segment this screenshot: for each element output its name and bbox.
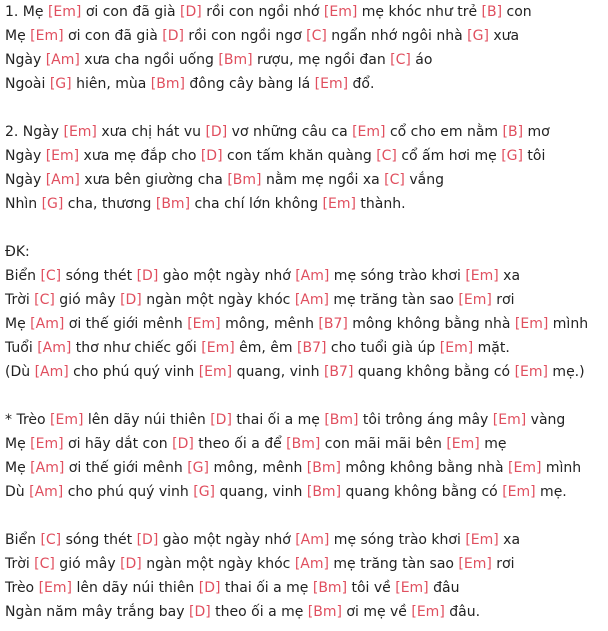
chord-label: [Em] (187, 316, 221, 332)
lyric-text: ơi thế giới mênh (64, 316, 188, 332)
lyric-text: xưa chị hát vu (96, 124, 206, 140)
chord-label: [Em] (458, 556, 492, 572)
lyric-text: xưa cha ngồi uống (79, 52, 219, 68)
lyric-text: gió mây (54, 292, 121, 308)
lyric-text: rơi (491, 292, 515, 308)
lyric-text: ĐK: (5, 244, 30, 260)
lyric-text: Mẹ (5, 460, 31, 476)
lyric-text: Dù (5, 484, 30, 500)
chord-label: [Bm] (306, 484, 342, 500)
lyric-text: mông, mênh (209, 460, 307, 476)
lyric-text: ơi mẹ về (341, 604, 412, 620)
chord-label: [Am] (37, 340, 72, 356)
chord-label: [Bm] (307, 604, 342, 620)
chord-label: [G] (187, 460, 209, 476)
chord-label: [Em] (47, 4, 82, 20)
lyric-text: xa (498, 268, 521, 284)
chord-label: [C] (40, 532, 62, 548)
lyric-text: tôi về (347, 580, 396, 596)
lyric-line (5, 144, 605, 168)
chord-label: [Am] (45, 52, 80, 68)
lyric-line (5, 576, 605, 600)
chord-label: [Em] (30, 436, 64, 452)
chord-label: [Am] (45, 172, 80, 188)
lyric-text: thành. (355, 196, 406, 212)
lyric-text: cho phú quý vinh (63, 484, 194, 500)
lyric-text: Biển (5, 268, 41, 284)
chord-label: [Em] (198, 364, 233, 380)
lyric-text: thai ối a mẹ (220, 580, 313, 596)
chord-label: [Em] (352, 124, 386, 140)
lyric-text: ơi con đã già (63, 28, 163, 44)
lyric-text: Ngày (5, 172, 46, 188)
chord-label: [Em] (465, 532, 499, 548)
blank-line (5, 96, 605, 120)
lyric-text: Ngoài (5, 76, 50, 92)
chord-label: [Em] (30, 28, 64, 44)
lyric-line (5, 552, 605, 576)
chord-label: [Em] (201, 340, 235, 356)
chord-label: [Em] (514, 316, 549, 332)
lyric-text: mẹ.) (547, 364, 585, 380)
lyric-text: mẹ trăng tàn sao (328, 556, 459, 572)
chord-label: [C] (376, 148, 397, 164)
blank-line (5, 504, 605, 528)
lyric-text: áo (410, 52, 433, 68)
chord-label: [D] (198, 580, 221, 596)
chord-label: [Bm] (286, 436, 321, 452)
chord-label: [B7] (297, 340, 327, 356)
chord-label: [Bm] (155, 196, 191, 212)
lyric-text: ngàn một ngày khóc (141, 292, 295, 308)
lyric-line (5, 360, 605, 384)
lyric-text: Biển (5, 532, 41, 548)
chord-label: [Em] (439, 340, 474, 356)
chord-label: [Bm] (312, 580, 348, 596)
chord-label: [Em] (411, 604, 445, 620)
chord-label: [C] (40, 268, 62, 284)
lyric-line (5, 432, 605, 456)
lyric-text: Trèo (5, 580, 39, 596)
lyric-text: ngàn một ngày khóc (141, 556, 295, 572)
chord-label: [G] (501, 148, 523, 164)
lyric-text: cho phú quý vinh (68, 364, 199, 380)
lyric-text: xưa (488, 28, 520, 44)
lyric-text: Ngày (5, 148, 46, 164)
lyric-line (5, 288, 605, 312)
chord-label: [Em] (50, 412, 84, 428)
chord-label: [D] (189, 604, 211, 620)
chord-label: [B] (481, 4, 503, 20)
chord-label: [Am] (29, 484, 64, 500)
chord-label: [Em] (514, 364, 548, 380)
chord-label: [Am] (34, 364, 69, 380)
lyric-text: cổ cho em nằm (385, 124, 503, 140)
lyric-text: mình (541, 460, 582, 476)
blank-line (5, 384, 605, 408)
lyric-text: con (502, 4, 532, 20)
chord-label: [C] (390, 52, 411, 68)
lyric-text: mông, mênh (220, 316, 319, 332)
chord-label: [C] (306, 28, 327, 44)
lyric-text: đâu (428, 580, 460, 596)
chord-label: [D] (162, 28, 184, 44)
chord-label: [Em] (508, 460, 542, 476)
lyric-text: Ngày (5, 52, 46, 68)
lyrics-sheet (5, 0, 605, 624)
lyric-text: mẹ sóng trào khơi (329, 532, 466, 548)
lyric-text: gió mây (54, 556, 121, 572)
chord-label: [D] (180, 4, 202, 20)
lyric-text: mẹ (479, 436, 507, 452)
lyric-text: mông không bằng nhà (340, 460, 509, 476)
lyric-line (5, 600, 605, 624)
lyric-text: gào một ngày nhớ (158, 532, 296, 548)
lyric-text: xưa bên giường cha (79, 172, 228, 188)
lyric-text: Mẹ (5, 436, 31, 452)
blank-line (5, 216, 605, 240)
chord-label: [Am] (30, 316, 65, 332)
lyric-text: thai ối a mẹ (231, 412, 325, 428)
chord-label: [Am] (294, 556, 329, 572)
lyric-text: Mẹ (5, 316, 31, 332)
chord-label: [Am] (295, 532, 330, 548)
lyric-text: ơi hãy dắt con (63, 436, 173, 452)
lyric-text: tôi trông áng mây (358, 412, 493, 428)
lyric-line (5, 408, 605, 432)
lyric-text: * Trèo (5, 412, 51, 428)
lyric-text: Nhìn (5, 196, 42, 212)
chord-label: [Em] (323, 4, 358, 20)
chord-label: [D] (200, 148, 223, 164)
lyric-text: lên dãy núi thiên (83, 412, 211, 428)
chord-label: [Em] (45, 148, 80, 164)
lyric-text: vơ những câu ca (227, 124, 353, 140)
chord-label: [Bm] (227, 172, 262, 188)
lyric-text: theo ối a mẹ (210, 604, 308, 620)
lyric-line (5, 120, 605, 144)
lyric-line (5, 336, 605, 360)
lyric-text: nằm mẹ ngồi xa (261, 172, 385, 188)
chord-label: [Em] (492, 412, 527, 428)
lyric-text: ơi thế giới mênh (64, 460, 188, 476)
lyric-text: theo ối a để (193, 436, 287, 452)
lyric-text: xa (498, 532, 521, 548)
chord-label: [Bm] (324, 412, 359, 428)
lyric-text: rơi (491, 556, 515, 572)
lyric-line (5, 48, 605, 72)
lyric-text: mặt. (473, 340, 510, 356)
chord-label: [Em] (458, 292, 492, 308)
chord-label: [D] (210, 412, 232, 428)
chord-label: [Bm] (306, 460, 341, 476)
lyric-text: êm, êm (234, 340, 298, 356)
lyric-text: Tuổi (5, 340, 38, 356)
lyric-line (5, 528, 605, 552)
chord-label: [Em] (63, 124, 97, 140)
chord-label: [B7] (318, 316, 348, 332)
lyric-text: hiên, mùa (71, 76, 151, 92)
chord-label: [Em] (38, 580, 72, 596)
lyric-text: cho tuổi già úp (326, 340, 440, 356)
lyric-text: đông cây bàng lá (184, 76, 315, 92)
chord-label: [Em] (465, 268, 499, 284)
chord-label: [D] (120, 292, 142, 308)
lyric-text: rồi con ngồi ngơ (183, 28, 307, 44)
lyric-text: cổ ấm hơi mẹ (396, 148, 502, 164)
chord-label: [D] (205, 124, 228, 140)
chord-label: [Am] (295, 268, 330, 284)
chord-label: [Em] (322, 196, 356, 212)
lyric-text: quang không bằng có (341, 484, 503, 500)
lyric-line (5, 168, 605, 192)
lyric-text: cha, thương (63, 196, 156, 212)
chord-label: [D] (136, 268, 159, 284)
lyric-text: rồi con ngồi nhớ (201, 4, 324, 20)
chord-label: [Em] (502, 484, 536, 500)
lyric-text: sóng thét (61, 532, 137, 548)
chord-label: [Em] (395, 580, 429, 596)
lyric-text: tôi (522, 148, 546, 164)
lyric-text: mông không bằng nhà (347, 316, 515, 332)
chord-label: [Am] (30, 460, 65, 476)
lyric-text: 1. Mẹ (5, 4, 48, 20)
lyric-text: gào một ngày nhớ (158, 268, 296, 284)
lyric-text: rượu, mẹ ngồi đan (252, 52, 391, 68)
lyric-text: mẹ sóng trào khơi (329, 268, 466, 284)
lyric-text: 2. Ngày (5, 124, 64, 140)
chord-label: [Bm] (218, 52, 253, 68)
lyric-text: (Dù (5, 364, 35, 380)
lyric-text: con tấm khăn quàng (222, 148, 377, 164)
lyric-text: vắng (404, 172, 444, 188)
chord-label: [D] (172, 436, 194, 452)
lyric-line (5, 24, 605, 48)
lyric-text: đổ. (348, 76, 375, 92)
chord-label: [Bm] (150, 76, 185, 92)
lyric-text: lên dãy núi thiên (72, 580, 199, 596)
lyric-text: mơ (523, 124, 550, 140)
lyric-line (5, 264, 605, 288)
chord-label: [G] (49, 76, 72, 92)
lyric-text: mình (548, 316, 589, 332)
chord-label: [Em] (446, 436, 480, 452)
chord-label: [G] (467, 28, 489, 44)
lyric-text: quang không bằng có (353, 364, 515, 380)
lyric-text: sóng thét (61, 268, 137, 284)
lyric-line (5, 240, 605, 264)
lyric-text: Mẹ (5, 28, 31, 44)
chord-label: [Am] (294, 292, 329, 308)
chord-label: [C] (384, 172, 405, 188)
lyric-line (5, 0, 605, 24)
lyric-text: ơi con đã già (81, 4, 181, 20)
chord-label: [C] (34, 292, 55, 308)
lyric-text: Trời (5, 556, 35, 572)
lyric-text: con mãi mãi bên (320, 436, 447, 452)
chord-label: [B7] (323, 364, 354, 380)
lyric-text: Ngàn năm mây trắng bay (5, 604, 189, 620)
lyric-text: ngẩn nhớ ngôi nhà (326, 28, 468, 44)
lyric-text: quang, vinh (232, 364, 324, 380)
lyric-text: quang, vinh (215, 484, 307, 500)
lyric-line (5, 456, 605, 480)
lyric-text: Trời (5, 292, 35, 308)
chord-label: [C] (34, 556, 55, 572)
lyric-text: vàng (526, 412, 566, 428)
lyric-text: mẹ. (535, 484, 567, 500)
lyric-text: mẹ trăng tàn sao (328, 292, 459, 308)
lyric-line (5, 192, 605, 216)
chord-label: [D] (136, 532, 159, 548)
chord-label: [B] (502, 124, 524, 140)
lyric-text: đâu. (444, 604, 481, 620)
lyric-text: thơ như chiếc gối (71, 340, 202, 356)
chord-label: [Em] (314, 76, 349, 92)
lyric-line (5, 480, 605, 504)
chord-label: [D] (120, 556, 142, 572)
lyric-line (5, 72, 605, 96)
lyric-text: mẹ khóc như trẻ (357, 4, 482, 20)
lyric-text: cha chí lớn không (190, 196, 323, 212)
lyric-line (5, 312, 605, 336)
chord-label: [G] (41, 196, 64, 212)
lyric-text: xưa mẹ đắp cho (79, 148, 201, 164)
chord-label: [G] (193, 484, 216, 500)
